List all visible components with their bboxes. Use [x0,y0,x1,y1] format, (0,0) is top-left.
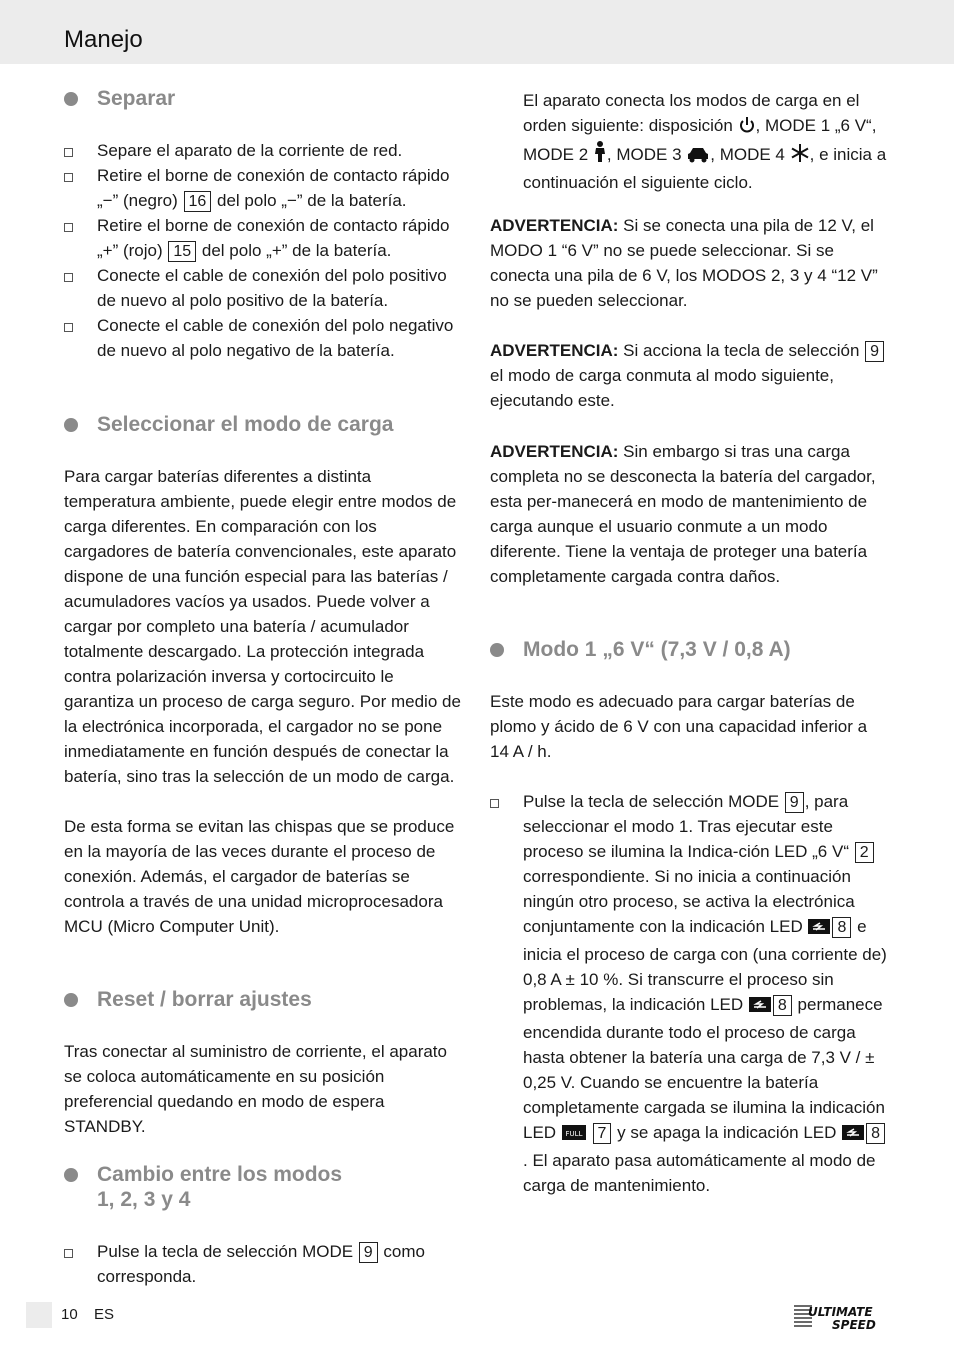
list-item: Retire el borne de conexión de contacto rápido „−” (negro) 16 del polo „−” de la batería. [64,163,465,213]
header-band [0,0,954,64]
part-ref: 8 [866,1123,885,1144]
list-item: Pulse la tecla de selección MODE 9 como corresponda. [64,1239,465,1289]
logo-line-2: SPEED [832,1318,876,1332]
paragraph-mode-order: El aparato conecta los modos de carga en el orden siguiente: disposición , MODE 1 „6 V“, MODE 2 , MODE 3 , MODE 4 , e inicia a continuación el siguiente ciclo. [523,91,887,192]
car-icon [686,145,710,170]
warning-3: ADVERTENCIA: Sin embargo si tras una carga completa no se desconecta la batería del cargador, esta per-manecerá en modo de mantenimiento de carga aunque el usuario conmute a un modo diferente. Tiene la ventaja de proteger una batería completamente cargada contra daños. [490,442,876,586]
part-ref: 8 [773,995,792,1016]
battery-charging-icon [748,995,772,1020]
part-ref: 9 [359,1242,378,1263]
battery-charging-icon [807,917,831,942]
paragraph: Tras conectar al suministro de corriente, el aparato se coloca automáticamente en su posición preferencial quedando en modo de espera STANDBY. [64,1042,447,1136]
list-item: Retire el borne de conexión de contacto rápido „+” (rojo) 15 del polo „+” de la batería. [64,213,465,263]
list-item: Conecte el cable de conexión del polo negativo de nuevo al polo negativo de la batería. [64,313,465,363]
section-heading-modo-carga: Seleccionar el modo de carga [64,412,477,437]
section-heading-cambio: Cambio entre los modos 1, 2, 3 y 4 [64,1162,477,1212]
checkbox-bullet [64,173,73,182]
part-ref: 16 [184,191,212,212]
footer-page-box [26,1302,52,1328]
page-title: Manejo [64,26,143,53]
list-item: Conecte el cable de conexión del polo positivo de nuevo al polo positivo de la batería. [64,263,465,313]
checkbox-bullet [64,323,73,332]
section-heading-modo1: Modo 1 „6 V“ (7,3 V / 0,8 A) [490,637,903,662]
bullet-dot [64,993,78,1007]
part-ref: 15 [168,241,196,262]
logo-line-1: ULTIMATE [808,1305,873,1319]
paragraph: Para cargar baterías diferentes a distinta temperatura ambiente, puede elegir entre modos de carga diferentes. En comparación con los cargadores de batería convencionales, este aparato dispone de una función especial para las baterías / acumuladores vacíos ya usados. Puede volver a cargar por completo una batería / acumulador totalmente descargado. La protección integrada contra polarización inversa y cortocircuito le garantiza un proceso de carga seguro. Por medio de la electrónica incorporada, el cargador no se pone inmediatamente en función después de conectar la batería, sino tras la selección de un modo de carga. [64,467,461,786]
part-ref: 7 [593,1123,612,1144]
section-heading-reset: Reset / borrar ajustes [64,987,477,1012]
page-number: 10 [61,1306,78,1323]
motorcycle-rider-icon [593,141,607,170]
warning-1: ADVERTENCIA: Si se conecta una pila de 12 V, el MODO 1 “6 V” no se puede seleccionar. Si se conecta una pila de 6 V, los MODOS 2, 3 y 4 “12 V” no se pueden seleccionar. [490,216,878,310]
list-item: Separe el aparato de la corriente de red. [64,138,465,163]
checkbox-bullet [490,799,499,808]
part-ref: 8 [832,917,851,938]
checkbox-bullet [64,148,73,157]
checkbox-bullet [64,1249,73,1258]
section-heading-separar: Separar [64,86,477,111]
bullet-dot [490,643,504,657]
list-item-modo1-steps: Pulse la tecla de selección MODE 9 , para seleccionar el modo 1. Tras ejecutar este proceso se ilumina la Indica-ción LED „6 V“ 2 correspondiente. Si no inicia a continuación ningún otro proceso, se activa la electrónica conjuntamente con la indicación LED 8 e inicia el proceso de carga con (una corriente de) 0,8 A ± 10 %. Si transcurre el proceso sin problemas, la indicación LED 8 permanece encendida durante todo el proceso de carga hasta obtener la batería una carga de 7,3 V / ± 0,25 V. Cuando se encuentre la batería completamente cargada se ilumina la indicación LED FULL 7 y se apaga la indicación LED 8. El aparato pasa automáticamente al modo de carga de mantenimiento. [490,789,890,1198]
checkbox-bullet [64,223,73,232]
part-ref: 2 [855,842,874,863]
paragraph: De esta forma se evitan las chispas que se produce en la mayoría de las veces durante el proceso de conexión. Además, el cargador de baterías se controla a través de una unidad microprocesadora MCU (Micro Computer Unit). [64,817,455,936]
bullet-dot [64,418,78,432]
warning-2: ADVERTENCIA: Si acciona la tecla de selección 9 el modo de carga conmuta al modo siguiente, ejecutando este. [490,338,890,413]
battery-charging-icon [841,1123,865,1148]
battery-full-icon [561,1123,587,1148]
power-icon [738,116,756,141]
checkbox-bullet [64,273,73,282]
part-ref: 9 [785,792,804,813]
bullet-dot [64,92,78,106]
paragraph: Este modo es adecuado para cargar baterías de plomo y ácido de 6 V con una capacidad inferior a 14 A / h. [490,692,868,761]
bullet-dot [64,1168,78,1182]
language-code: ES [94,1306,115,1323]
brand-logo [792,1300,890,1337]
part-ref: 9 [865,341,884,362]
snowflake-icon [790,143,810,170]
battery-full-label: FULL [565,1130,583,1138]
